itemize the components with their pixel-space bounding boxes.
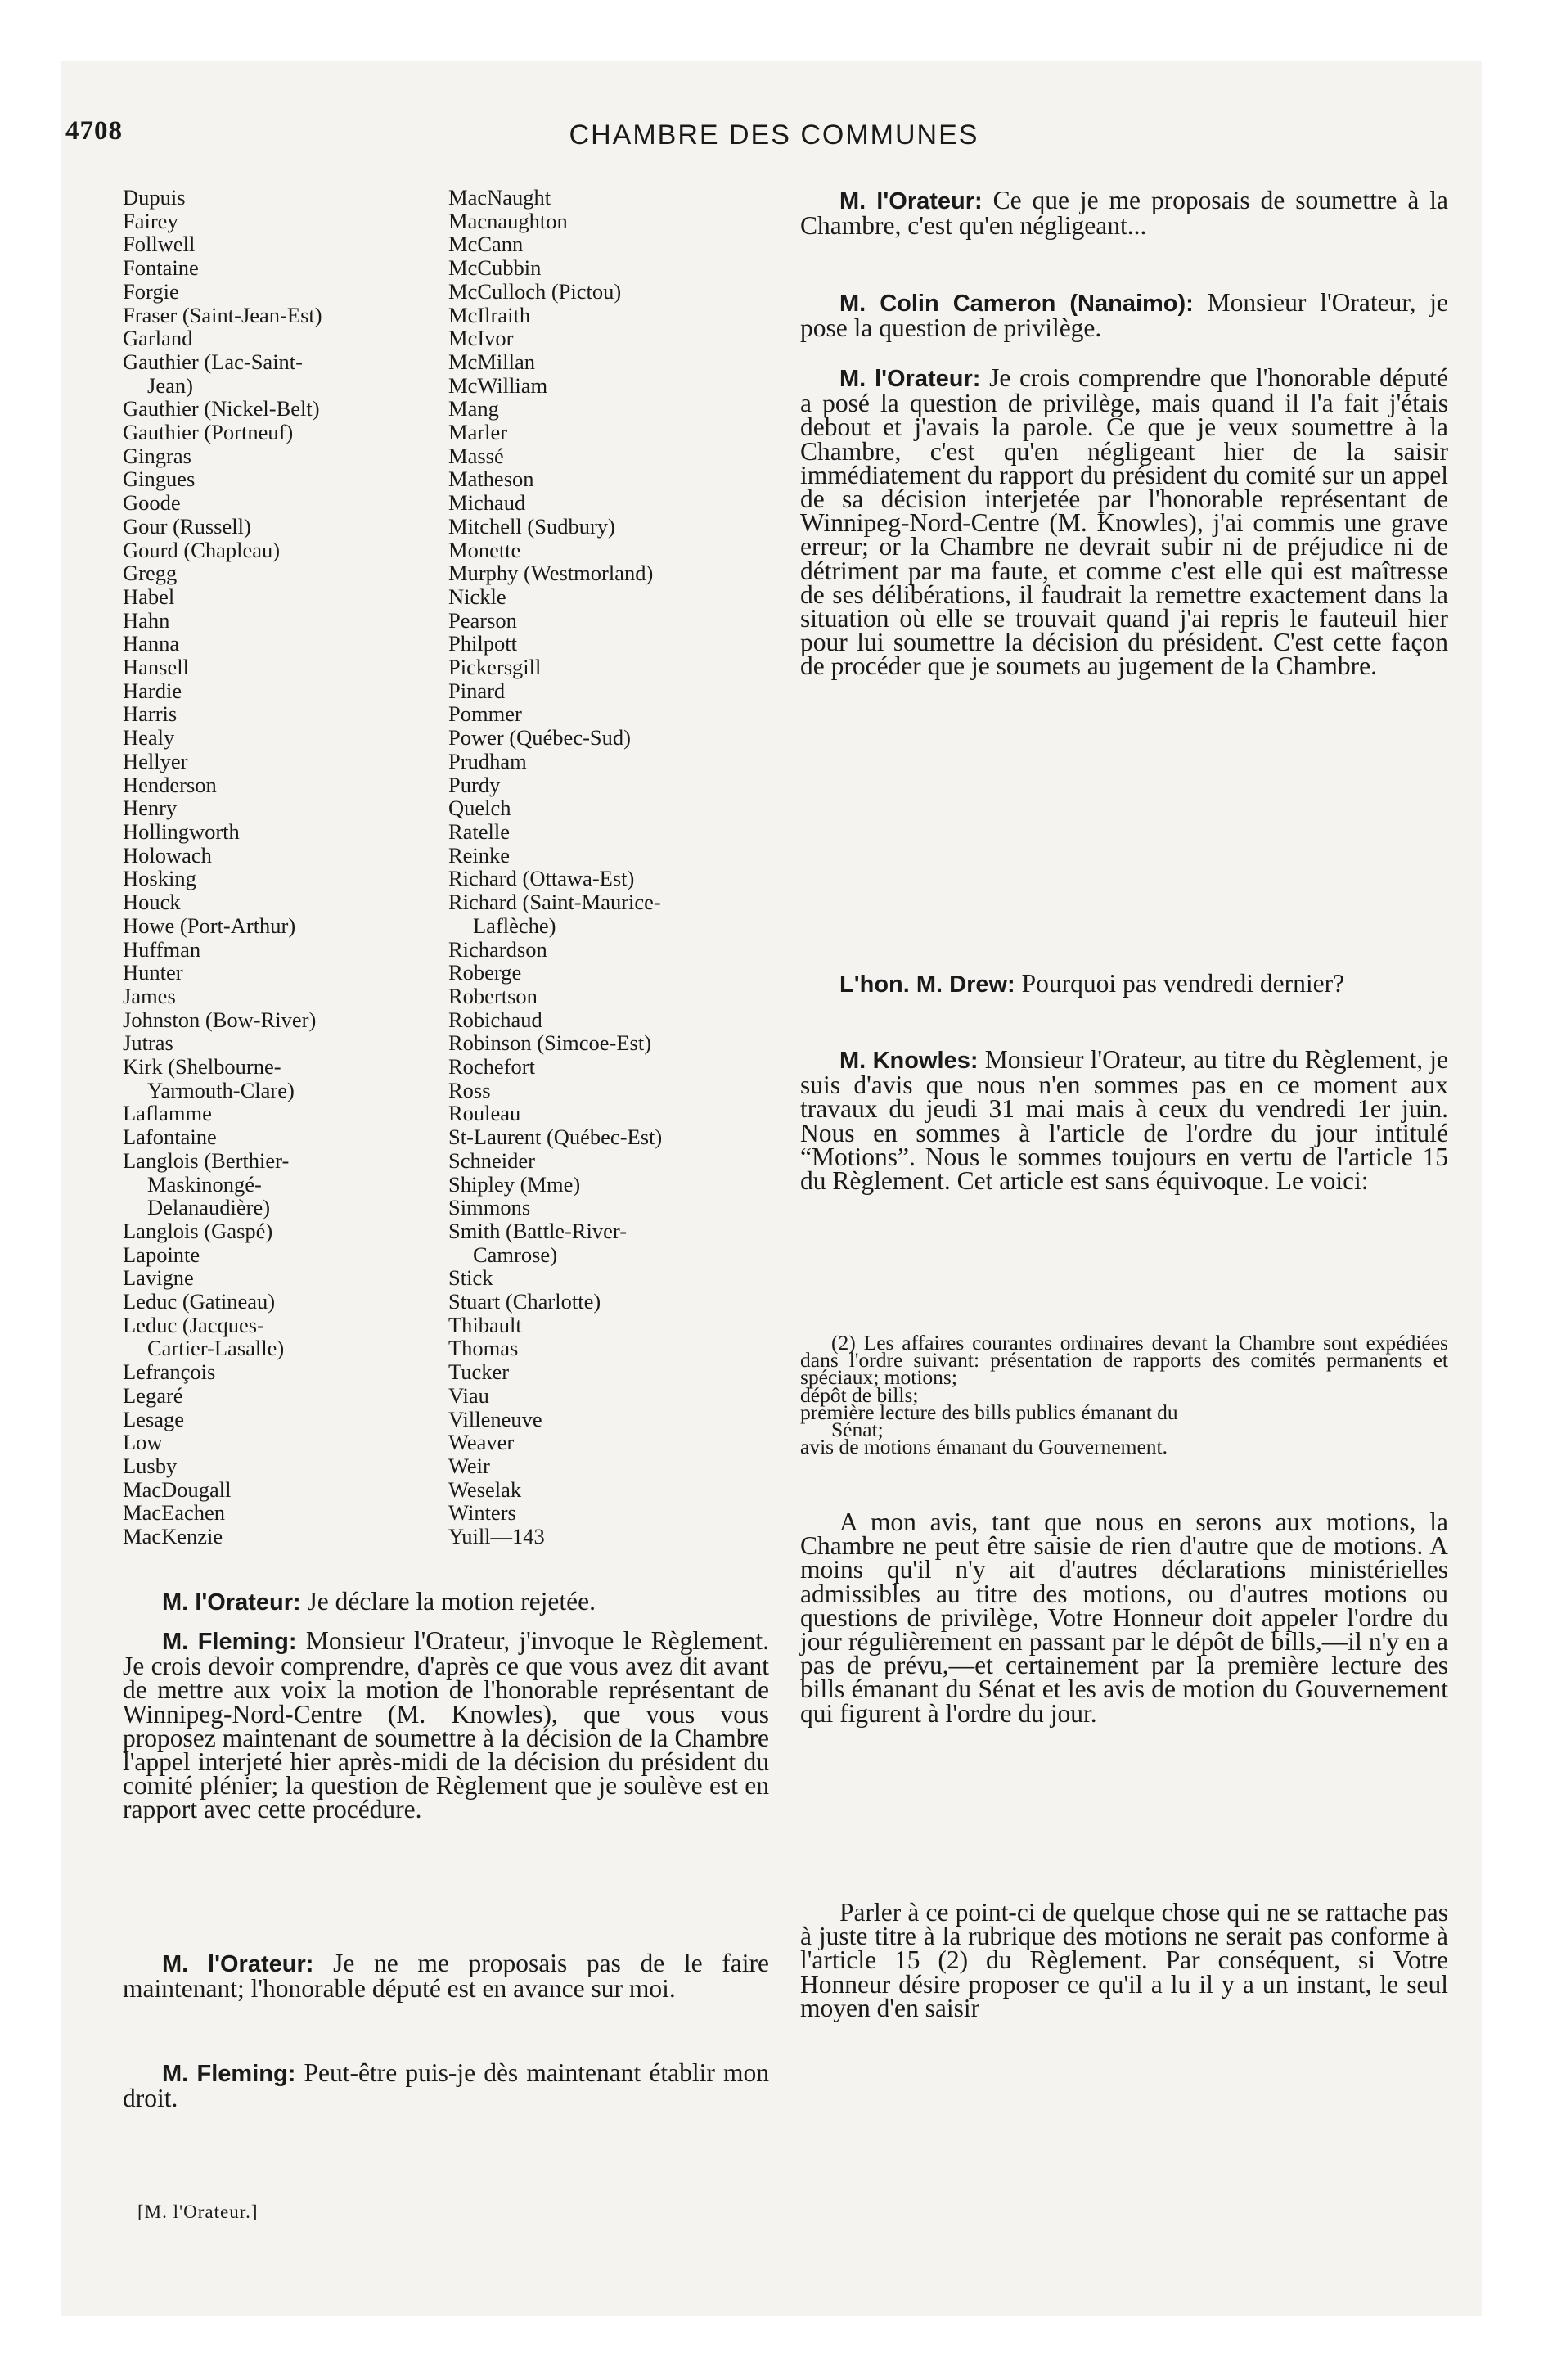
member-name: Massé	[448, 443, 504, 468]
member-name: Weaver	[448, 1430, 515, 1455]
member-name: Robertson	[448, 983, 538, 1008]
member-name: Rochefort	[448, 1054, 535, 1080]
member-name: Lusby	[123, 1453, 178, 1478]
member-name: Langlois (Gaspé)	[123, 1218, 273, 1243]
member-name: Mitchell (Sudbury)	[448, 513, 615, 539]
member-name: Roberge	[448, 960, 522, 985]
member-name: Murphy (Westmorland)	[448, 561, 654, 586]
speech-paragraph: M. Knowles: Monsieur l'Orateur, au titre du Règlement, je suis d'avis que nous n'en sommes pas en ce moment aux travaux du jeudi 31 mai mais à ceux du vendredi 1er juin. Nous en sommes à l'article de l'ordre du jour intitulé “Motions”. Nous le sommes toujours en vertu de l'article 15 du Règlement. Cet article est sans équivoque. Le voici:	[800, 1045, 1449, 1196]
member-name: McMillan	[448, 349, 535, 374]
member-name: Hansell	[123, 655, 189, 680]
member-name: Hahn	[123, 607, 170, 633]
member-name: Fairey	[123, 208, 178, 233]
member-name: Hosking	[123, 866, 196, 891]
speaker-name: M. Colin Cameron (Nanaimo):	[839, 291, 1194, 317]
member-name: Tucker	[448, 1359, 510, 1385]
member-name: Viau	[448, 1382, 489, 1408]
member-name: Jutras	[123, 1030, 173, 1056]
speech-paragraph: M. Fleming: Peut-être puis-je dès maintenant établir mon droit.	[123, 2058, 769, 2113]
member-name: Shipley (Mme)	[448, 1171, 581, 1197]
member-name: Hanna	[123, 631, 180, 656]
speaker-name: M. l'Orateur:	[162, 1589, 301, 1616]
member-name: Henderson	[123, 772, 217, 797]
member-name: St-Laurent (Québec-Est)	[448, 1125, 663, 1150]
rule-quotation: (2) Les affaires courantes ordinaires devant la Chambre sont expédiées dans l'ordre suivant: présentation de rapports des comités permanents et spéciaux; motions; dépôt de bills; première lecture des bills publics émanant du Sénat; avis de motions émanant du Gouvernement.	[800, 1331, 1448, 1459]
vote-total: Yuill—143	[448, 1524, 545, 1549]
member-name: Macnaughton	[448, 208, 568, 233]
member-name: Hellyer	[123, 748, 188, 773]
speech-paragraph: Parler à ce point-ci de quelque chose qui ne se rattache pas à juste titre à la rubrique des motions ne serait pas conforme à l'article 15 (2) du Règlement. Par conséquent, si Votre Honneur désire proposer ce qu'il a lu il y a un instant, le seul moyen d'en saisir	[800, 1898, 1448, 2022]
speech-paragraph: L'hon. M. Drew: Pourquoi pas vendredi dernier?	[839, 969, 1345, 998]
member-name: Hollingworth	[123, 818, 240, 844]
member-name: Healy	[123, 725, 175, 751]
page-footer: [M. l'Orateur.]	[137, 2202, 259, 2222]
member-name: Gauthier (Lac-Saint- Jean)	[123, 349, 303, 398]
member-name: Gregg	[123, 561, 178, 586]
member-name: Weir	[448, 1453, 490, 1478]
member-name: Langlois (Berthier- Maskinongé- Delanaudière)	[123, 1147, 290, 1220]
member-name: Hardie	[123, 678, 182, 703]
member-name: Leduc (Gatineau)	[123, 1289, 276, 1314]
running-header: CHAMBRE DES COMMUNES	[569, 119, 979, 151]
vote-names-left-column	[123, 186, 434, 1548]
member-name: Reinke	[448, 842, 511, 868]
member-name: Low	[123, 1430, 163, 1455]
member-name: Leduc (Jacques- Cartier-Lasalle)	[123, 1312, 285, 1361]
member-name: Holowach	[123, 842, 212, 868]
member-name: Richardson	[448, 936, 547, 962]
member-name: Houck	[123, 890, 181, 915]
speech-paragraph: M. l'Orateur: Je crois comprendre que l'honorable député a posé la question de privilège, mais quand il l'a fait j'étais debout et j'avais la parole. Ce que je veux soumettre à la Chambre, c'est qu'en négligeant hier de la saisir immédiatement du rapport du président du comité sur un appel de sa décision interjetée par l'honorable représentant de Winnipeg-Nord-Centre (M. Knowles), j'ai commis une grave erreur; or la Chambre ne devrait subir ni de préjudice ni de détriment par ma faute, et comme c'est elle qui est maîtresse de ses délibérations, il faudrait la remettre exactement dans la situation où elle se trouvait quand j'ai repris le fauteuil hier pour lui soumettre la décision du président. C'est cette façon de procéder que je soumets au jugement de la Chambre.	[800, 363, 1449, 681]
member-name: Rouleau	[448, 1101, 521, 1126]
member-name: Purdy	[448, 772, 501, 797]
member-name: McCann	[448, 232, 524, 257]
member-name: Lapointe	[123, 1242, 200, 1267]
member-name: Thibault	[448, 1312, 522, 1337]
member-name: Gauthier (Nickel-Belt)	[123, 396, 320, 421]
member-name: Thomas	[448, 1336, 519, 1361]
speaker-name: M. l'Orateur:	[162, 1951, 314, 1977]
member-name: Follwell	[123, 232, 196, 257]
member-name: Monette	[448, 537, 521, 562]
member-name: Hunter	[123, 960, 183, 985]
member-name: Fontaine	[123, 255, 199, 281]
member-name: Habel	[123, 584, 175, 609]
member-name: Michaud	[448, 490, 526, 516]
member-name: Schneider	[448, 1147, 535, 1173]
member-name: McIlraith	[448, 302, 531, 327]
member-name: James	[123, 983, 176, 1008]
speaker-name: M. Fleming:	[162, 2061, 296, 2087]
vote-names-middle-column	[448, 186, 767, 1548]
speaker-name: M. Fleming:	[162, 1629, 297, 1655]
member-name: Stick	[448, 1265, 493, 1291]
member-name: Pearson	[448, 607, 517, 633]
speaker-name: M. l'Orateur:	[839, 188, 983, 214]
member-name: Gingues	[123, 467, 196, 492]
member-name: McCubbin	[448, 255, 542, 281]
member-name: Pickersgill	[448, 655, 542, 680]
member-name: Villeneuve	[448, 1406, 542, 1431]
member-name: MacDougall	[123, 1476, 232, 1502]
member-name: Huffman	[123, 936, 201, 962]
member-name: Lafontaine	[123, 1125, 217, 1150]
member-name: Fraser (Saint-Jean-Est)	[123, 302, 322, 327]
member-name: Robinson (Simcoe-Est)	[448, 1030, 652, 1056]
speech-paragraph: M. Colin Cameron (Nanaimo): Monsieur l'Orateur, je pose la question de privilège.	[800, 288, 1448, 343]
member-name: Smith (Battle-River- Camrose)	[448, 1218, 628, 1267]
member-name: Howe (Port-Arthur)	[123, 913, 296, 938]
member-name: Gingras	[123, 443, 191, 468]
member-name: McWilliam	[448, 372, 548, 398]
member-name: Winters	[448, 1500, 516, 1526]
member-name: Marler	[448, 420, 508, 445]
member-name: Lesage	[123, 1406, 185, 1431]
speaker-name: M. Knowles:	[839, 1048, 979, 1074]
speech-paragraph: M. Fleming: Monsieur l'Orateur, j'invoque le Règlement. Je crois devoir comprendre, d'après ce que vous avez dit avant de mettre aux voix la motion de l'honorable représentant de Winnipeg-Nord-Centre (M. Knowles), que vous vous proposez maintenant de soumettre à la décision de la Chambre l'appel interjeté hier après-midi de la décision du président du comité plénier; la question de Règlement que je soulève est en rapport avec cette procédure.	[123, 1626, 769, 1824]
member-name: Henry	[123, 796, 178, 821]
member-name: Richard (Saint-Maurice- Laflèche)	[448, 890, 661, 938]
member-name: Legaré	[123, 1382, 183, 1408]
member-name: Forgie	[123, 278, 179, 304]
member-name: Gauthier (Portneuf)	[123, 420, 294, 445]
speech-paragraph: M. l'Orateur: Je déclare la motion rejetée.	[162, 1587, 596, 1616]
member-name: Gour (Russell)	[123, 513, 251, 539]
member-name: Simmons	[448, 1195, 531, 1220]
speaker-name: L'hon. M. Drew:	[839, 971, 1015, 998]
page-number: 4708	[65, 116, 123, 146]
member-name: Pommer	[448, 701, 522, 727]
member-name: Dupuis	[123, 185, 186, 210]
member-name: McIvor	[448, 326, 514, 351]
speech-paragraph: A mon avis, tant que nous en serons aux motions, la Chambre ne peut être saisie de rien d'autre que de motions. A moins qu'il n'y ait d'autres déclarations ministérielles admissibles au titre des motions, ou d'autres motions ou questions de privilège, Votre Honneur doit appeler l'ordre du jour régulièrement en passant par le dépôt de bills,—il n'y en a pas de prévu,—et certainement par la première lecture des bills émanant du Sénat et les avis de motion du Gouvernement qui figurent à l'ordre du jour.	[800, 1508, 1448, 1728]
member-name: Richard (Ottawa-Est)	[448, 866, 635, 891]
member-name: MacNaught	[448, 185, 551, 210]
member-name: Quelch	[448, 796, 511, 821]
member-name: Ross	[448, 1077, 491, 1102]
member-name: Ratelle	[448, 818, 511, 844]
speaker-name: M. l'Orateur:	[839, 366, 981, 392]
member-name: Power (Québec-Sud)	[448, 725, 631, 751]
member-name: Lefrançois	[123, 1359, 216, 1385]
speech-paragraph: M. l'Orateur: Je ne me proposais pas de le faire maintenant; l'honorable député est en avance sur moi.	[123, 1949, 769, 2004]
member-name: Nickle	[448, 584, 506, 609]
member-name: Stuart (Charlotte)	[448, 1289, 601, 1314]
member-name: Prudham	[448, 748, 527, 773]
member-name: Gourd (Chapleau)	[123, 537, 281, 562]
member-name: Mang	[448, 396, 499, 421]
member-name: Robichaud	[448, 1007, 542, 1032]
member-name: Johnston (Bow-River)	[123, 1007, 317, 1032]
member-name: Philpott	[448, 631, 517, 656]
member-name: Laflamme	[123, 1101, 212, 1126]
member-name: Pinard	[448, 678, 506, 703]
member-name: Goode	[123, 490, 181, 516]
member-name: MacKenzie	[123, 1524, 223, 1549]
member-name: Kirk (Shelbourne- Yarmouth-Clare)	[123, 1054, 295, 1102]
member-name: Harris	[123, 701, 178, 727]
speech-paragraph: M. l'Orateur: Ce que je me proposais de soumettre à la Chambre, c'est qu'en négligeant...	[800, 186, 1449, 241]
member-name: Lavigne	[123, 1265, 194, 1291]
member-name: Matheson	[448, 467, 534, 492]
member-name: Weselak	[448, 1476, 522, 1502]
member-name: McCulloch (Pictou)	[448, 278, 622, 304]
member-name: Garland	[123, 326, 193, 351]
member-name: MacEachen	[123, 1500, 226, 1526]
